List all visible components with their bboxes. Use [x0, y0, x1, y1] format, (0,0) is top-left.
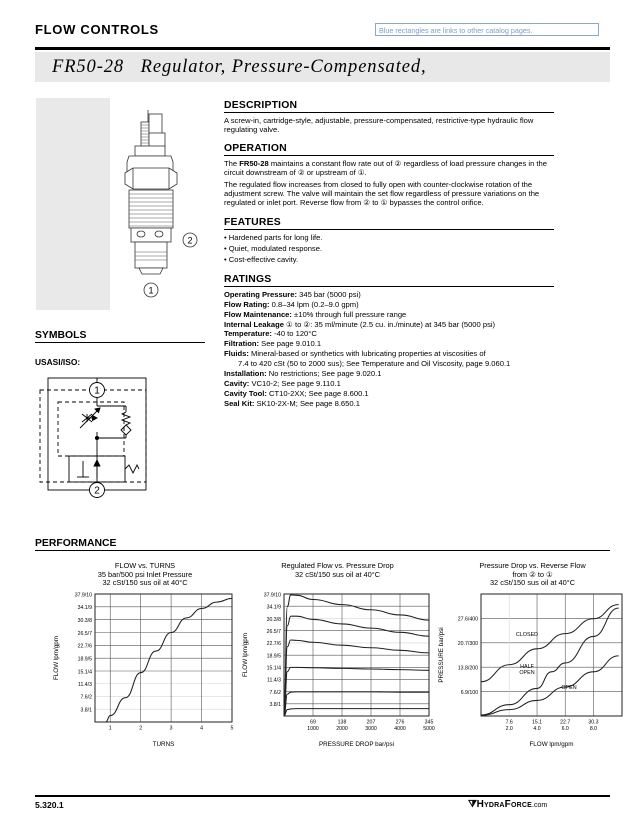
performance-underline: [35, 550, 610, 551]
symbols-underline: [35, 342, 205, 343]
y-tick-label: 7.6/2: [80, 694, 92, 701]
features-heading: FEATURES: [224, 216, 281, 228]
symbols-section-header: [35, 330, 205, 343]
x-tick-label-secondary: 8.0: [589, 725, 598, 732]
hydraulic-schematic-symbol: [36, 370, 186, 500]
chart-series-closed: [481, 604, 618, 681]
y-tick-label: 34.1/9: [266, 604, 281, 611]
symbol-port-2-label: 2: [94, 485, 100, 497]
page-header: [35, 22, 610, 44]
y-tick-label: 18.9/5: [77, 656, 92, 663]
rating-label: Internal Leakage: [224, 319, 284, 329]
chart3-title: Pressure Drop vs. Reverse Flow: [479, 561, 586, 570]
logo-domain: .com: [532, 802, 548, 809]
y-tick-label: 22.7/6: [77, 643, 92, 650]
operation-p1-pre: The: [224, 158, 240, 168]
operation-p1-model: FR50-28: [239, 158, 269, 168]
y-tick-label: 37.9/10: [74, 592, 92, 599]
logo-mark-icon: ⧩: [468, 799, 477, 810]
x-tick-label-secondary: 2.0: [505, 725, 513, 732]
footer-rule: [35, 795, 610, 797]
x-tick-label-secondary: 2000: [336, 725, 348, 732]
rating-value: VC10-2; See page 9.110.1: [249, 378, 341, 388]
rating-label: Flow Rating:: [224, 299, 270, 309]
ratings-section: [224, 274, 554, 408]
chart2-title: Regulated Flow vs. Pressure Drop: [281, 561, 394, 570]
x-tick-label: 138: [337, 719, 347, 726]
chart2-subtitle-1: 32 cSt/150 sus oil at 40°C: [294, 569, 381, 579]
description-heading: DESCRIPTION: [224, 100, 298, 111]
y-tick-label: 15.1/4: [266, 665, 281, 672]
ratings-underline: [224, 286, 554, 287]
x-axis-label: TURNS: [152, 740, 175, 748]
y-tick-label: 13.8/200: [457, 665, 478, 672]
x-tick-label: 3: [169, 725, 173, 732]
cartridge-valve-drawing: [95, 100, 211, 310]
rating-value: ±10% through full pressure range: [291, 309, 407, 319]
description-underline: [224, 112, 554, 113]
curve-label: CLOSED: [515, 631, 539, 638]
y-tick-label: 30.3/8: [266, 616, 281, 623]
rating-row: [224, 300, 554, 310]
description-body: A screw-in, cartridge-style, adjustable, pressure-compensated, restrictive-type hydraulic flow regulating valve.: [224, 115, 534, 134]
y-axis-label: PRESSURE bar/psi: [438, 627, 445, 683]
chart-series-flow: [106, 598, 232, 722]
hydraforce-logo: [468, 799, 547, 810]
photo-port-1-label: 1: [148, 285, 154, 296]
spec-column: [224, 100, 554, 410]
x-tick-label: 1: [108, 725, 112, 732]
feature-item: • Hardened parts for long life.: [224, 233, 323, 243]
feature-item: • Quiet, modulated response.: [224, 244, 323, 254]
curve-label: OPEN: [519, 669, 535, 676]
rating-row: [224, 290, 554, 300]
y-tick-label: 30.3/8: [77, 617, 92, 624]
rating-label: Filtration:: [224, 339, 260, 349]
operation-underline: [224, 155, 554, 156]
y-tick-label: 22.7/6: [266, 641, 281, 648]
rating-value: CT10-2XX; See page 8.600.1: [266, 388, 369, 398]
rating-value: 345 bar (5000 psi): [297, 289, 361, 299]
curve-label: OPEN: [561, 684, 577, 691]
x-tick-label-secondary: 4.0: [533, 725, 541, 732]
y-axis-label: FLOW lpm/gpm: [242, 632, 249, 677]
x-tick-label-secondary: 4000: [394, 725, 406, 732]
rating-label: Operating Pressure:: [224, 289, 298, 299]
x-tick-label: 69: [310, 719, 316, 726]
y-tick-label: 11.4/3: [77, 681, 92, 688]
chart2-subtitle-spacer: [240, 579, 435, 588]
rating-row: [224, 310, 554, 320]
rating-label: Fluids:: [224, 349, 249, 359]
x-tick-label-secondary: 1000: [307, 725, 319, 732]
logo-name: HydraForce: [476, 799, 533, 810]
rating-label: Flow Maintenance:: [224, 309, 292, 319]
rating-value-continued: 7.4 to 420 cSt (50 to 2000 sus); See Temperature and Oil Viscosity, page 9.060.1: [238, 359, 511, 369]
rating-value: Mineral-based or synthetics with lubricating properties at viscosities of: [248, 349, 486, 359]
rating-row: [224, 379, 554, 389]
y-tick-label: 3.8/1: [80, 707, 92, 714]
x-tick-label: 345: [424, 719, 434, 726]
y-tick-label: 6.9/100: [460, 689, 478, 696]
x-tick-label: 15.1: [531, 719, 543, 726]
chart-series-setting-6: [284, 595, 429, 716]
x-axis-label: PRESSURE DROP bar/psi: [318, 740, 395, 748]
x-tick-label: 2: [139, 725, 143, 732]
features-section: [224, 217, 554, 266]
rating-label: Seal Kit:: [224, 398, 255, 408]
rating-label: Cavity:: [224, 378, 250, 388]
x-tick-label-secondary: 6.0: [561, 725, 569, 732]
symbol-port-1-label: 1: [94, 385, 100, 397]
rating-row: [224, 329, 554, 339]
y-axis-label: FLOW lpm/gpm: [53, 635, 60, 680]
y-tick-label: 26.5/7: [266, 628, 281, 635]
y-tick-label: 15.1/4: [77, 669, 92, 676]
chart-series-setting-4: [284, 640, 429, 716]
rating-value: ① to ②: 35 ml/minute (2.5 cu. in./minute) at 345 bar (5000 psi): [283, 319, 496, 329]
rating-row: [224, 399, 554, 409]
x-tick-label: 7.6: [505, 719, 513, 726]
y-tick-label: 7.6/2: [269, 689, 281, 696]
y-tick-label: 37.9/10: [263, 592, 281, 599]
x-tick-label: 30.3: [588, 719, 599, 726]
rating-row: [224, 339, 554, 349]
y-tick-label: 20.7/300: [457, 640, 478, 647]
y-tick-label: 26.5/7: [77, 630, 92, 637]
performance-charts: [35, 562, 615, 757]
header-rule: [35, 47, 610, 50]
x-tick-label-secondary: 5000: [423, 725, 435, 732]
chart-series-setting-1: [284, 708, 429, 715]
chart1-title: FLOW vs. TURNS: [114, 561, 176, 570]
rating-row: [224, 389, 554, 399]
rating-label: Temperature:: [224, 329, 272, 339]
rating-label: Installation:: [224, 369, 267, 379]
curve-label: HALF: [520, 663, 534, 670]
y-tick-label: 34.1/9: [77, 604, 92, 611]
rating-value: 0.8–34 lpm (0.2–9.0 gpm): [269, 299, 359, 309]
product-title: [52, 57, 427, 78]
ratings-heading: RATINGS: [224, 274, 272, 286]
features-underline: [224, 229, 554, 230]
chart-flow-vs-turns: [50, 562, 240, 748]
operation-paragraph-2: The regulated flow increases from closed to fully open with counter-clockwise rotation of the adjustment screw. The valve will maintain the set flow regardless of pressure variations on the regulated or inlet port. Reverse flow from ② to ① bypasses the control orifice.: [224, 180, 540, 208]
description-section: [224, 100, 554, 134]
chart-pressure-drop-vs-reverse-flow: [435, 562, 630, 748]
chart-regulated-flow-vs-pressure-drop: [240, 562, 435, 748]
feature-item: • Cost-effective cavity.: [224, 255, 299, 265]
performance-section-header: [35, 538, 610, 551]
product-model: FR50-28: [52, 57, 125, 77]
chart3-subtitle-1: from ② to ①: [512, 569, 553, 579]
y-tick-label: 11.4/3: [266, 677, 281, 684]
x-tick-label-secondary: 3000: [365, 725, 377, 732]
footer-page-number: 5.320.1: [35, 800, 64, 810]
x-tick-label: 4: [200, 725, 204, 732]
symbols-heading: SYMBOLS: [35, 330, 87, 341]
link-legend-note: Blue rectangles are links to other catalog pages.: [375, 23, 599, 36]
product-title-text: Regulator, Pressure-Compensated,: [140, 57, 427, 77]
operation-heading: OPERATION: [224, 143, 287, 154]
operation-section: [224, 143, 554, 208]
rating-value: No restrictions; See page 9.020.1: [266, 369, 382, 379]
y-tick-label: 3.8/1: [269, 701, 281, 708]
chart-series-setting-5: [284, 616, 429, 716]
operation-p1-post: maintains a constant flow rate out of ② regardless of load pressure changes in the circuit downstream of ② or upstream of ①.: [224, 158, 547, 177]
x-tick-label: 207: [366, 719, 376, 726]
product-title-bar: [35, 52, 610, 82]
photo-port-2-label: 2: [187, 235, 193, 246]
rating-row: [224, 349, 554, 369]
rating-label: Cavity Tool:: [224, 388, 267, 398]
chart-series-half-open: [481, 608, 618, 715]
rating-row: [224, 320, 554, 330]
category-title: FLOW CONTROLS: [35, 22, 159, 37]
x-axis-label: FLOW lpm/gpm: [529, 740, 574, 748]
x-tick-label: 5: [230, 725, 234, 732]
operation-paragraph-1: [224, 159, 554, 177]
symbol-standard-label: USASI/ISO:: [35, 357, 81, 367]
chart1-subtitle-1: 35 bar/500 psi Inlet Pressure: [97, 569, 193, 579]
y-tick-label: 18.9/5: [266, 653, 281, 660]
rating-value: See page 9.010.1: [259, 339, 322, 349]
chart3-subtitle-2: 32 cSt/150 sus oil at 40°C: [489, 578, 576, 588]
x-tick-label: 276: [395, 719, 405, 726]
x-tick-label: 22.7: [560, 719, 571, 726]
performance-heading: PERFORMANCE: [35, 538, 117, 549]
chart1-subtitle-2: 32 cSt/150 sus oil at 40°C: [102, 578, 188, 588]
rating-row: [224, 369, 554, 379]
rating-value: -40 to 120°C: [271, 329, 317, 339]
y-tick-label: 27.6/400: [457, 616, 478, 623]
rating-value: SK10-2X-M; See page 8.650.1: [254, 398, 360, 408]
